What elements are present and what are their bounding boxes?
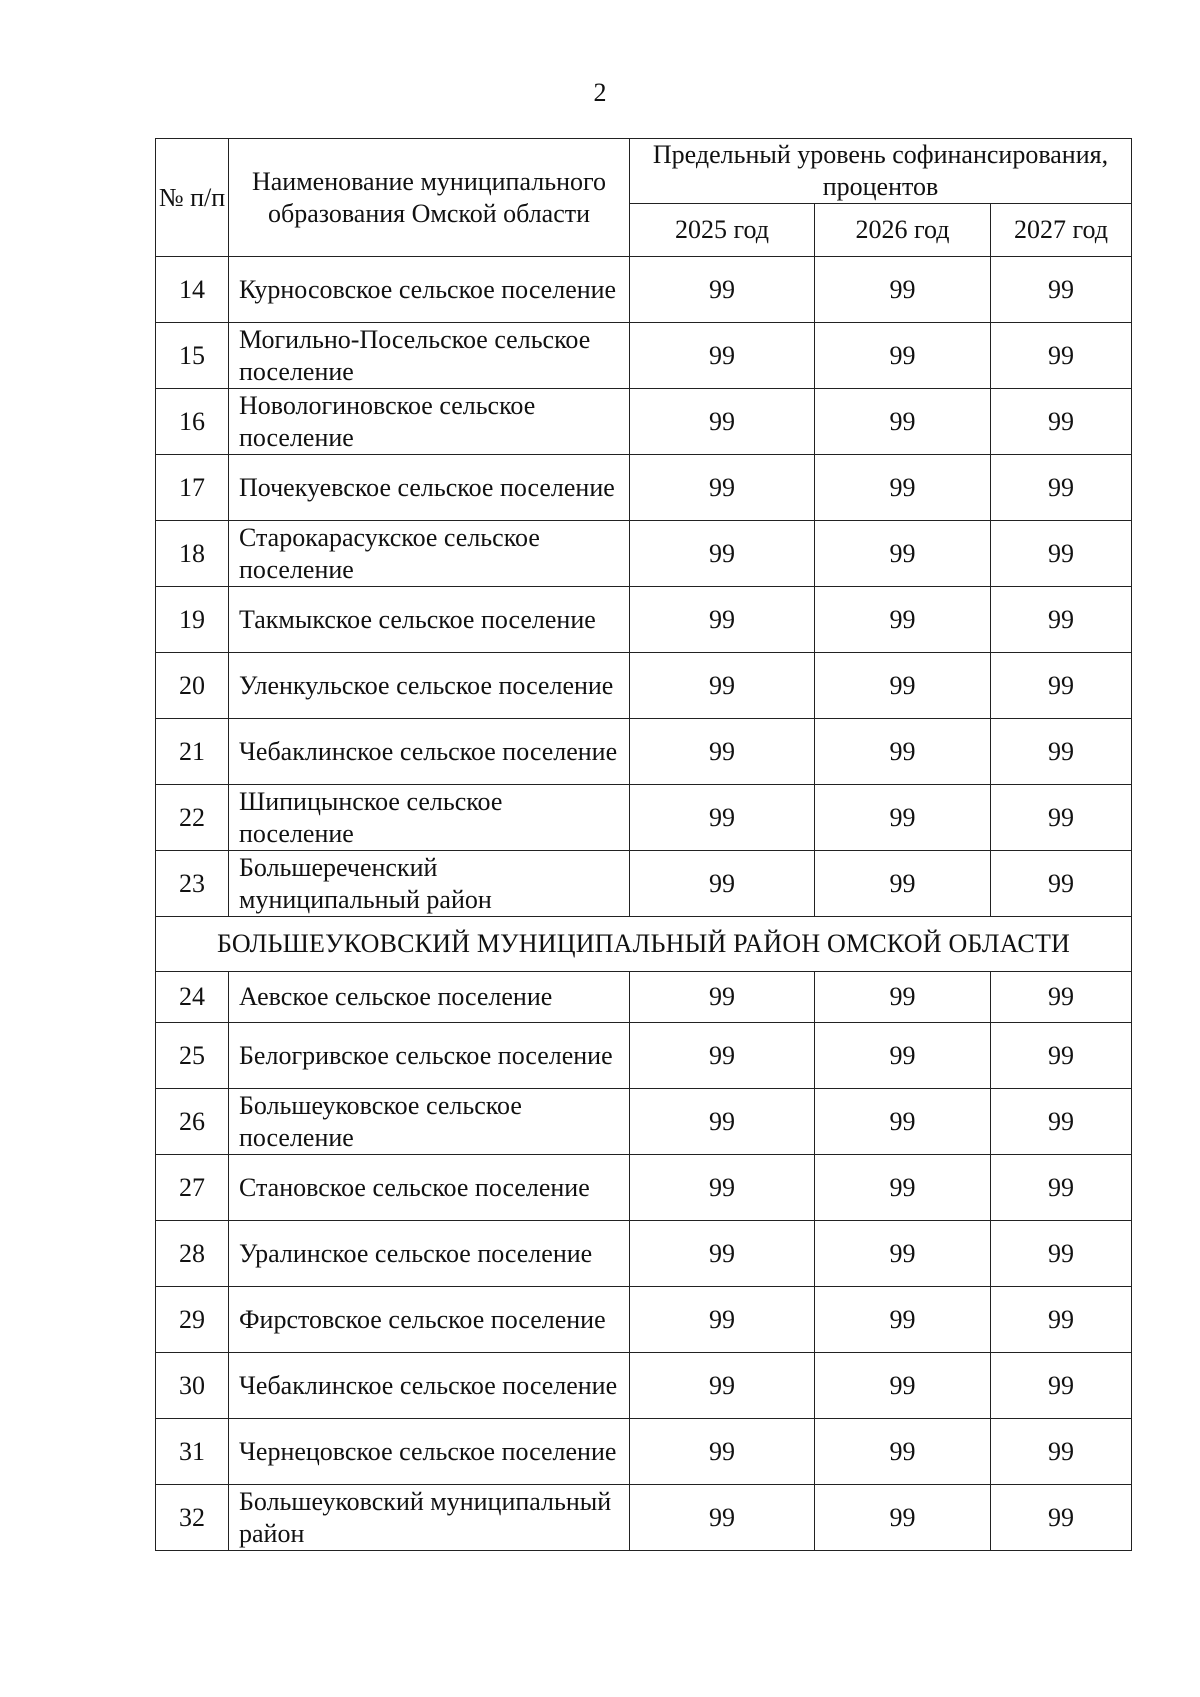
table-row bbox=[156, 851, 1132, 917]
page-number: 2 bbox=[593, 78, 607, 107]
municipality-name: Белогривское сельское поселение bbox=[229, 1023, 630, 1089]
value-2025: 99 bbox=[630, 1287, 815, 1353]
municipality-name: Фирстовское сельское поселение bbox=[229, 1287, 630, 1353]
row-number: 15 bbox=[156, 323, 229, 389]
value-2025: 99 bbox=[630, 257, 815, 323]
value-2025: 99 bbox=[630, 1353, 815, 1419]
section-title: БОЛЬШЕУКОВСКИЙ МУНИЦИПАЛЬНЫЙ РАЙОН ОМСКОЙ ОБЛАСТИ bbox=[156, 917, 1132, 972]
municipality-name: Уралинское сельское поселение bbox=[229, 1221, 630, 1287]
value-2027: 99 bbox=[991, 455, 1132, 521]
municipality-name: Курносовское сельское поселение bbox=[229, 257, 630, 323]
row-number: 32 bbox=[156, 1485, 229, 1551]
value-2026: 99 bbox=[815, 972, 991, 1023]
row-number: 21 bbox=[156, 719, 229, 785]
value-2025: 99 bbox=[630, 1089, 815, 1155]
section-row bbox=[156, 917, 1132, 972]
value-2026: 99 bbox=[815, 1023, 991, 1089]
value-2025: 99 bbox=[630, 785, 815, 851]
table-row bbox=[156, 1353, 1132, 1419]
row-number: 24 bbox=[156, 972, 229, 1023]
value-2027: 99 bbox=[991, 851, 1132, 917]
value-2026: 99 bbox=[815, 389, 991, 455]
table-row bbox=[156, 785, 1132, 851]
value-2027: 99 bbox=[991, 1089, 1132, 1155]
header-year-2026: 2026 год bbox=[815, 204, 991, 257]
value-2027: 99 bbox=[991, 257, 1132, 323]
value-2027: 99 bbox=[991, 1353, 1132, 1419]
table-header bbox=[156, 139, 1132, 257]
municipality-name: Шипицынское сельское поселение bbox=[229, 785, 630, 851]
value-2025: 99 bbox=[630, 587, 815, 653]
value-2026: 99 bbox=[815, 1221, 991, 1287]
municipality-name: Могильно-Посельское сельское поселение bbox=[229, 323, 630, 389]
value-2025: 99 bbox=[630, 455, 815, 521]
row-number: 29 bbox=[156, 1287, 229, 1353]
table-row bbox=[156, 1287, 1132, 1353]
value-2026: 99 bbox=[815, 785, 991, 851]
header-cofinancing-level: Предельный уровень софинансирования, процентов bbox=[630, 139, 1132, 204]
value-2027: 99 bbox=[991, 1155, 1132, 1221]
value-2027: 99 bbox=[991, 587, 1132, 653]
value-2027: 99 bbox=[991, 719, 1132, 785]
table-row bbox=[156, 1419, 1132, 1485]
table-row bbox=[156, 1221, 1132, 1287]
value-2026: 99 bbox=[815, 719, 991, 785]
value-2026: 99 bbox=[815, 455, 991, 521]
table-row bbox=[156, 1485, 1132, 1551]
municipality-name: Почекуевское сельское поселение bbox=[229, 455, 630, 521]
value-2025: 99 bbox=[630, 323, 815, 389]
header-number: № п/п bbox=[156, 139, 229, 257]
row-number: 31 bbox=[156, 1419, 229, 1485]
municipality-name: Большеуковский муниципальный район bbox=[229, 1485, 630, 1551]
table-row bbox=[156, 389, 1132, 455]
value-2025: 99 bbox=[630, 719, 815, 785]
value-2026: 99 bbox=[815, 1089, 991, 1155]
header-year-2027: 2027 год bbox=[991, 204, 1132, 257]
header-year-2025: 2025 год bbox=[630, 204, 815, 257]
row-number: 20 bbox=[156, 653, 229, 719]
value-2025: 99 bbox=[630, 521, 815, 587]
table-row bbox=[156, 455, 1132, 521]
table-row bbox=[156, 587, 1132, 653]
value-2027: 99 bbox=[991, 972, 1132, 1023]
value-2026: 99 bbox=[815, 521, 991, 587]
value-2026: 99 bbox=[815, 653, 991, 719]
municipality-name: Аевское сельское поселение bbox=[229, 972, 630, 1023]
value-2027: 99 bbox=[991, 521, 1132, 587]
table-row bbox=[156, 521, 1132, 587]
value-2025: 99 bbox=[630, 851, 815, 917]
header-row-top bbox=[156, 139, 1132, 204]
row-number: 30 bbox=[156, 1353, 229, 1419]
municipality-name: Новологиновское сельское поселение bbox=[229, 389, 630, 455]
value-2027: 99 bbox=[991, 1485, 1132, 1551]
value-2026: 99 bbox=[815, 257, 991, 323]
value-2026: 99 bbox=[815, 587, 991, 653]
municipality-name: Такмыкское сельское поселение bbox=[229, 587, 630, 653]
table-row bbox=[156, 1023, 1132, 1089]
value-2026: 99 bbox=[815, 1287, 991, 1353]
value-2027: 99 bbox=[991, 785, 1132, 851]
cofinancing-table bbox=[155, 138, 1132, 1551]
value-2026: 99 bbox=[815, 1485, 991, 1551]
value-2026: 99 bbox=[815, 1419, 991, 1485]
value-2027: 99 bbox=[991, 389, 1132, 455]
value-2026: 99 bbox=[815, 323, 991, 389]
value-2025: 99 bbox=[630, 1023, 815, 1089]
value-2025: 99 bbox=[630, 972, 815, 1023]
municipality-name: Большереченский муниципальный район bbox=[229, 851, 630, 917]
row-number: 17 bbox=[156, 455, 229, 521]
municipality-name: Становское сельское поселение bbox=[229, 1155, 630, 1221]
table-row bbox=[156, 1155, 1132, 1221]
value-2027: 99 bbox=[991, 1023, 1132, 1089]
table-row bbox=[156, 323, 1132, 389]
municipality-name: Большеуковское сельское поселение bbox=[229, 1089, 630, 1155]
table-row bbox=[156, 653, 1132, 719]
row-number: 14 bbox=[156, 257, 229, 323]
value-2025: 99 bbox=[630, 1155, 815, 1221]
table-row bbox=[156, 972, 1132, 1023]
row-number: 23 bbox=[156, 851, 229, 917]
municipality-name: Чебаклинское сельское поселение bbox=[229, 1353, 630, 1419]
value-2027: 99 bbox=[991, 1287, 1132, 1353]
row-number: 25 bbox=[156, 1023, 229, 1089]
row-number: 22 bbox=[156, 785, 229, 851]
value-2027: 99 bbox=[991, 1419, 1132, 1485]
municipality-name: Уленкульское сельское поселение bbox=[229, 653, 630, 719]
value-2027: 99 bbox=[991, 323, 1132, 389]
value-2025: 99 bbox=[630, 1419, 815, 1485]
row-number: 27 bbox=[156, 1155, 229, 1221]
municipality-name: Чебаклинское сельское поселение bbox=[229, 719, 630, 785]
row-number: 16 bbox=[156, 389, 229, 455]
table-row bbox=[156, 719, 1132, 785]
row-number: 26 bbox=[156, 1089, 229, 1155]
header-municipality-name: Наименование муниципального образования Омской области bbox=[229, 139, 630, 257]
value-2027: 99 bbox=[991, 1221, 1132, 1287]
value-2025: 99 bbox=[630, 1221, 815, 1287]
row-number: 28 bbox=[156, 1221, 229, 1287]
row-number: 18 bbox=[156, 521, 229, 587]
municipality-name: Старокарасукское сельское поселение bbox=[229, 521, 630, 587]
value-2027: 99 bbox=[991, 653, 1132, 719]
table-row bbox=[156, 1089, 1132, 1155]
table-body bbox=[156, 257, 1132, 1551]
value-2026: 99 bbox=[815, 851, 991, 917]
value-2025: 99 bbox=[630, 389, 815, 455]
value-2025: 99 bbox=[630, 1485, 815, 1551]
value-2026: 99 bbox=[815, 1155, 991, 1221]
table-row bbox=[156, 257, 1132, 323]
value-2025: 99 bbox=[630, 653, 815, 719]
municipality-name: Чернецовское сельское поселение bbox=[229, 1419, 630, 1485]
row-number: 19 bbox=[156, 587, 229, 653]
value-2026: 99 bbox=[815, 1353, 991, 1419]
